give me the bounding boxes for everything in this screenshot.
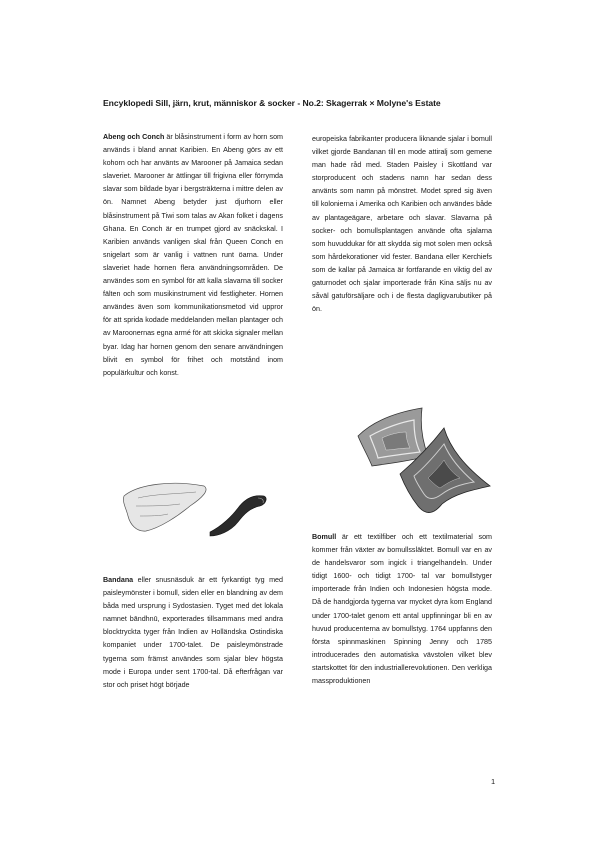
bandana-illustration (354, 406, 494, 518)
conch-shell-drawing (123, 483, 206, 531)
abeng-horns-illustration (118, 476, 270, 538)
term-bandana: Bandana (103, 576, 134, 584)
section-bandana (103, 574, 283, 692)
running-header: Encyklopedi Sill, järn, krut, människor & socker - No.2: Skagerrak × Molyne's Estate (103, 98, 441, 108)
term-abeng: Abeng och Conch (103, 133, 165, 141)
body-bomull: är ett textilfiber och ett textilmaterial som kommer från växter av bomullssläktet. Bomull var en av de handelsvaror som ingick i triangelhandeln. Under tidigt 1600- och tidigt 1700- tal var bomullstyger importerade från Indien och Indonesien högsta mode. Då de handgjorda tygerna var mycket dyra kom England under 1700-talet genom ett antal uppfinningar bli en av huvud producenterna av bomullstyg. 1764 uppfanns den första spinnmaskinen Spinning Jenny och 1785 introducerades den automatiska vävstolen vilket blev startskottet för den industriallerevolutionen. Den verkliga massproduktionen (312, 533, 492, 686)
body-abeng: är blåsinstrument i form av horn som används i bland annat Karibien. En Abeng görs av ett kohorn och har använts av Marooner på Jamaica sedan slaveriet. Marooner är ättlingar till frigivna eller förrymda slavar som bildade byar i bergsträkterna i mittre delen av ön. Namnet Abeng betyder just djurhorn eller blåsinstrument på Tiwi som talas av Akan folket i dagens Ghana. En Conch är en trumpet gjord av snäckskal. I Karibien används vanligen skal från Queen Conch en snigelart som är vanlig i vattnen runt öarna. Under slaveriet hade hornen flera användningsområden. De användes som en symbol för att kalla slavarna till socker fälten och som musikinstrument vid festligheter. Hornen användes även som kommunikationsmetod vid uppror för att sprida kodade meddelanden mellan plantager och av Maroonernas egna armé för att skicka signaler mellan byar. Idag har hornen genom den senare användningen blivit en symbol för frihet och motstånd inom populärkultur och konst. (103, 133, 283, 377)
body-bandana: eller snusnäsduk är ett fyrkantigt tyg med paisleymönster i bomull, siden eller en blandning av dem båda med ursprung i Sydostasien. Tyget med det lokala namnet bāndhnū, exporterades tillsammans med andra blocktryckta tyger från Indien av Holländska Ostindiska kompaniet under 1700-talet. De paisleymönstrade tygerna som främst användes som sjalar blev högsta mode i Europa under sent 1700-tal. Då efterfrågan var stor och priset högt började (103, 576, 283, 689)
body-bandana-continued: europeiska fabrikanter producera liknande sjalar i bomull vilket gjorde Bandanan till en mode attiralj som gemene man hade råd med. Staden Paisley i Skottland var storproducent och stadens namn har sedan dess använts som namn på mönstret. Modet spred sig även till kolonierna i Amerika och Karibien och användes både av plantageägare, arbetare och slavar. Slavarna på socker- och bomullsplantagen använde ofta sjalarna som huvuddukar för att skydda sig mot solen men också som hårdekorationer vid fester. Bandana eller Kerchiefs som de kallar på Jamaica är fortfarande en viktig del av gaturnodet och sjalar importerade från Kina säljs nu av såväl gatuförsäljare och i de flesta dagligvarubutiker på ön. (312, 135, 492, 314)
section-bomull (312, 531, 492, 688)
section-abeng (103, 131, 283, 380)
section-bandana-continued (312, 133, 492, 316)
term-bomull: Bomull (312, 533, 337, 541)
horn-drawing (210, 496, 266, 536)
page-number: 1 (491, 777, 496, 786)
